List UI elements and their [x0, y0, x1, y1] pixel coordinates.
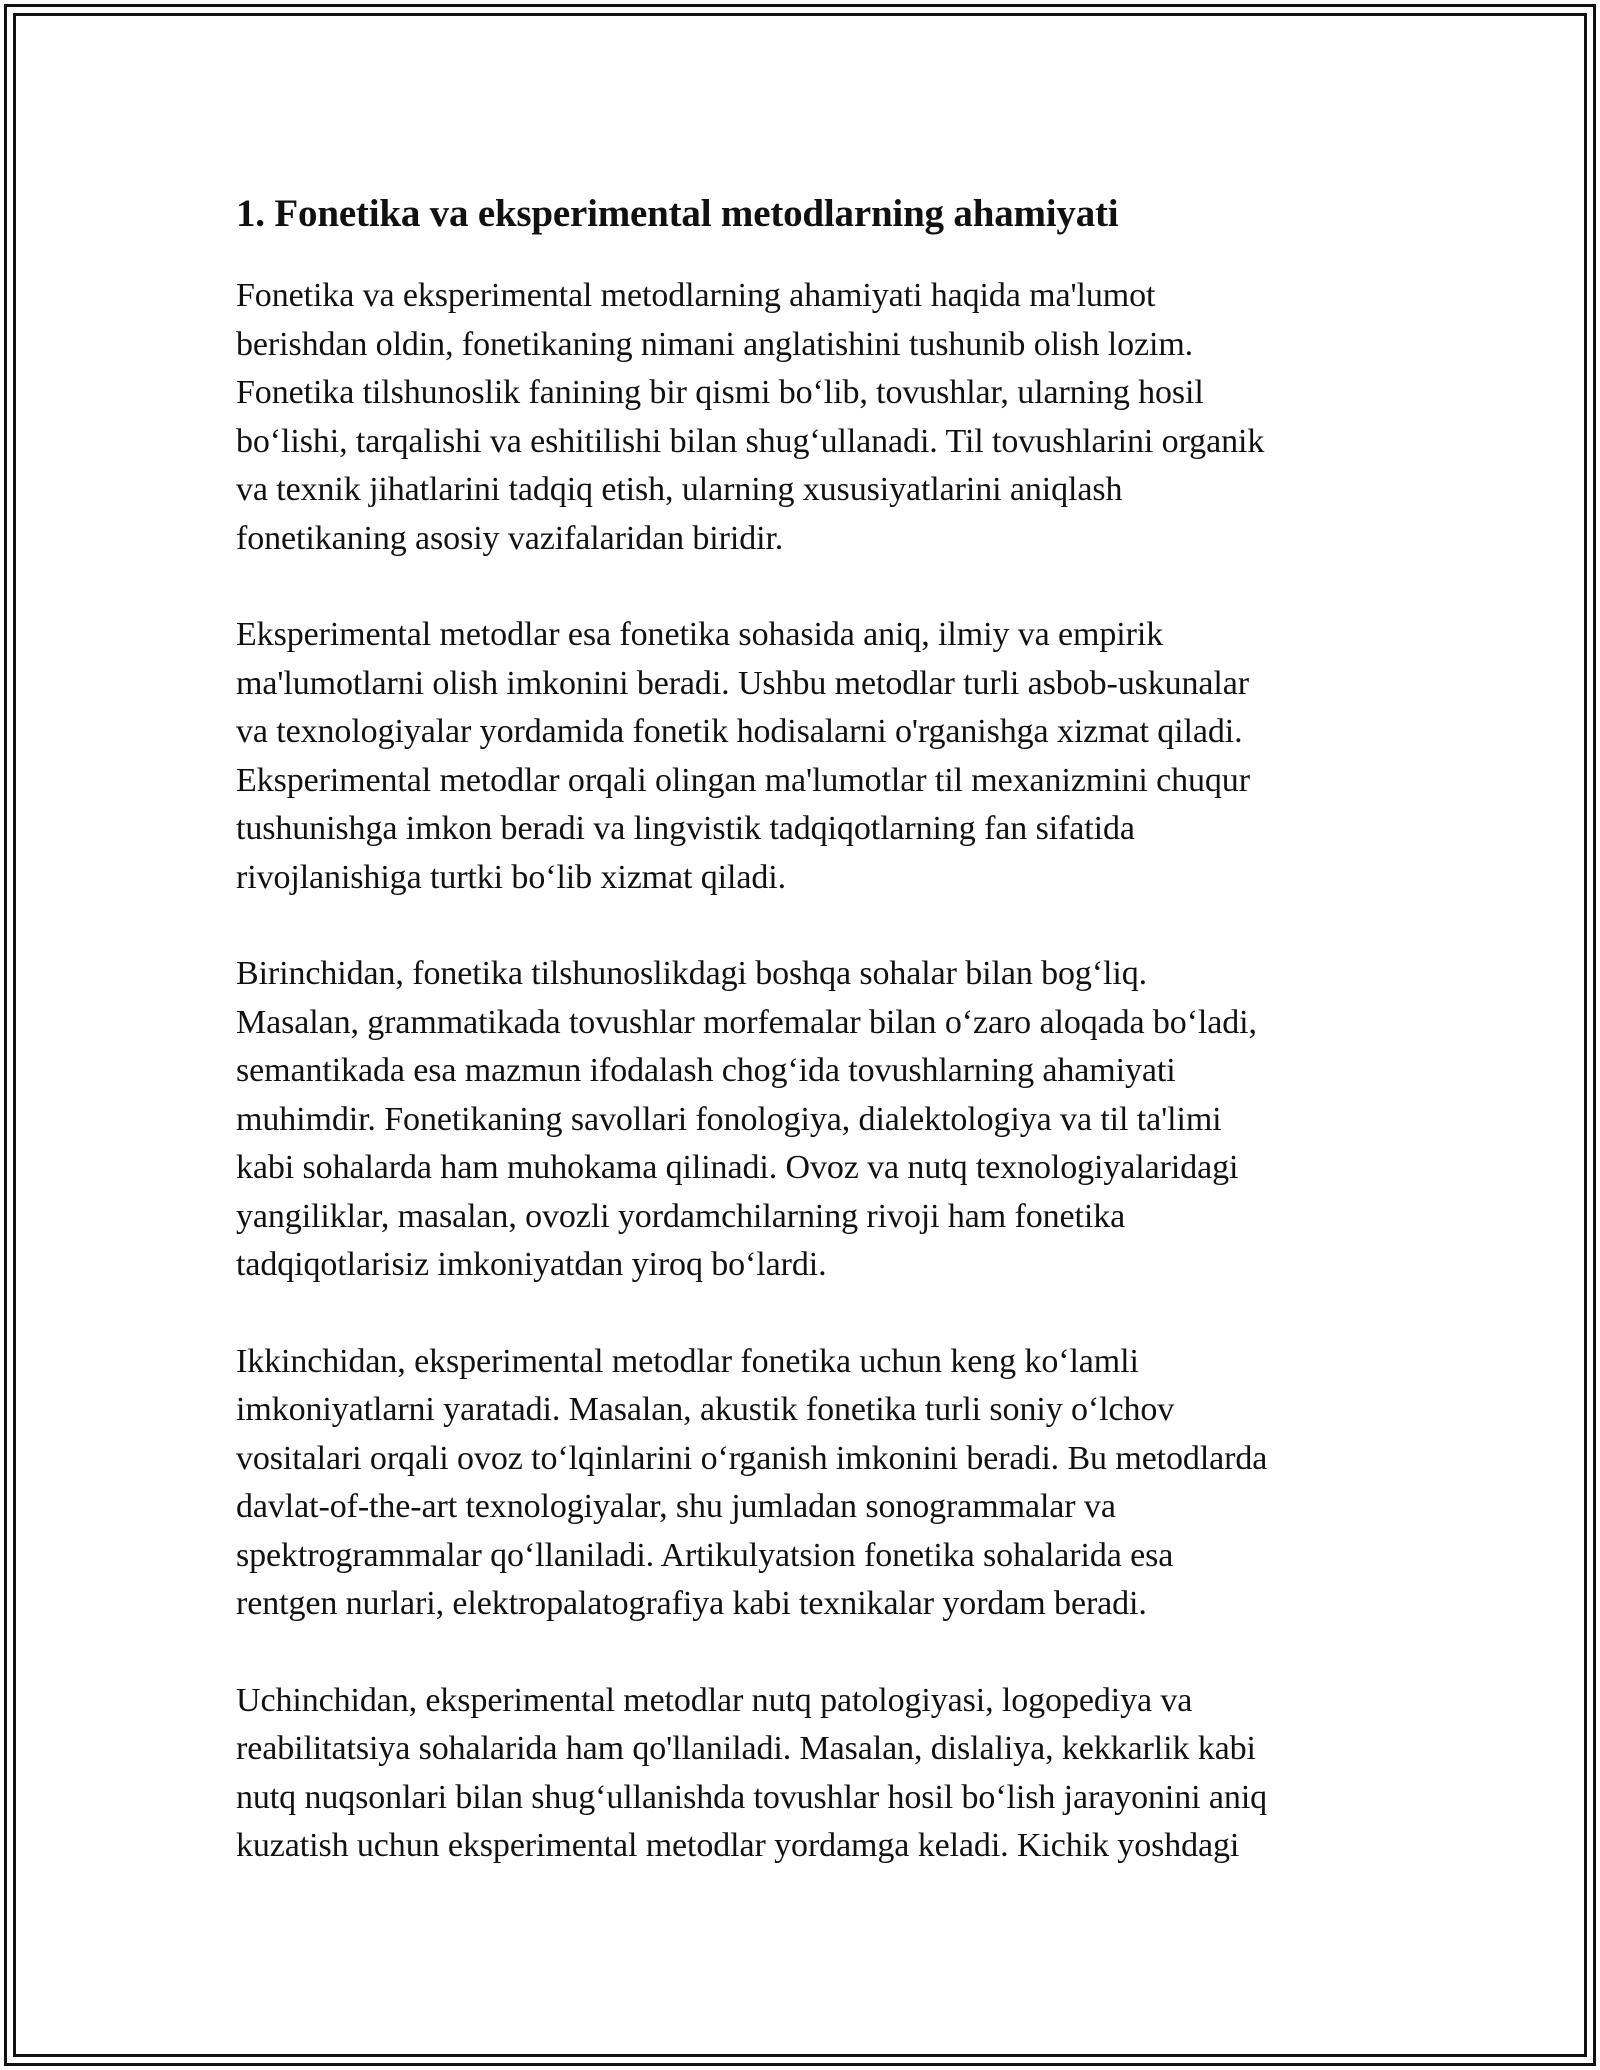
text-line: berishdan oldin, fonetikaning nimani anglatishini tushunib olish lozim. [236, 325, 1194, 363]
paragraph-1 [236, 272, 1366, 563]
paragraph-3 [236, 950, 1366, 1290]
text-line: davlat-of-the-art texnologiyalar, shu jumladan sonogrammalar va [236, 1488, 1116, 1525]
text-line: Uchinchidan, eksperimental metodlar nutq patologiyasi, logopediya va [236, 1681, 1193, 1719]
text-line: ma'lumotlarni olish imkonini beradi. Ushbu metodlar turli asbob-uskunalar [236, 664, 1249, 702]
text-line: Eksperimental metodlar orqali olingan ma'lumotlar til mexanizmini chuqur [236, 761, 1250, 799]
text-line: tushunishga imkon beradi va lingvistik tadqiqotlarning fan sifatida [236, 810, 1135, 847]
text-line: yangiliklar, masalan, ovozli yordamchilarning rivoji ham fonetika [236, 1197, 1126, 1235]
text-line: Ikkinchidan, eksperimental metodlar fonetika uchun keng ko‘lamli [236, 1342, 1139, 1380]
text-line: tadqiqotlarisiz imkoniyatdan yiroq bo‘lardi. [236, 1246, 827, 1283]
text-line: vositalari orqali ovoz to‘lqinlarini o‘rganish imkonini beradi. Bu metodlarda [236, 1439, 1268, 1477]
text-line: Fonetika va eksperimental metodlarning ahamiyati haqida ma'lumot [236, 277, 1156, 314]
text-line: Birinchidan, fonetika tilshunoslikdagi boshqa sohalar bilan bog‘liq. [236, 955, 1148, 992]
text-line: rivojlanishiga turtki bo‘lib xizmat qiladi. [236, 858, 786, 896]
text-line: Masalan, grammatikada tovushlar morfemalar bilan o‘zaro aloqada bo‘ladi, [236, 1003, 1257, 1041]
text-line: kabi sohalarda ham muhokama qilinadi. Ovoz va nutq texnologiyalaridagi [236, 1149, 1239, 1186]
document-content [236, 186, 1366, 1919]
text-line: va texnik jihatlarini tadqiq etish, ularning xususiyatlarini aniqlash [236, 471, 1123, 508]
text-line: nutq nuqsonlari bilan shug‘ullanishda tovushlar hosil bo‘lish jarayonini aniq [236, 1778, 1268, 1816]
text-line: semantikada esa mazmun ifodalash chog‘ida tovushlarning ahamiyati [236, 1052, 1176, 1089]
text-line: spektrogrammalar qo‘llaniladi. Artikulyatsion fonetika sohalarida esa [236, 1536, 1174, 1574]
paragraph-2 [236, 611, 1366, 902]
text-line: Fonetika tilshunoslik fanining bir qismi bo‘lib, tovushlar, ularning hosil [236, 374, 1204, 411]
section-heading: 1. Fonetika va eksperimental metodlarning ahamiyati [236, 192, 1119, 235]
text-line: Eksperimental metodlar esa fonetika sohasida aniq, ilmiy va empirik [236, 616, 1164, 653]
text-line: reabilitatsiya sohalarida ham qo'llaniladi. Masalan, dislaliya, kekkarlik kabi [236, 1730, 1256, 1767]
paragraph-4 [236, 1338, 1366, 1629]
text-line: rentgen nurlari, elektropalatografiya kabi texnikalar yordam beradi. [236, 1585, 1147, 1622]
text-line: imkoniyatlarni yaratadi. Masalan, akustik fonetika turli soniy o‘lchov [236, 1391, 1175, 1428]
text-line: muhimdir. Fonetikaning savollari fonologiya, dialektologiya va til ta'limi [236, 1100, 1222, 1138]
text-line: va texnologiyalar yordamida fonetik hodisalarni o'rganishga xizmat qiladi. [236, 713, 1243, 750]
text-line: kuzatish uchun eksperimental metodlar yordamga keladi. Kichik yoshdagi [236, 1827, 1240, 1864]
paragraph-5 [236, 1677, 1366, 1871]
text-line: bo‘lishi, tarqalishi va eshitilishi bilan shug‘ullanadi. Til tovushlarini organik [236, 422, 1265, 460]
text-line: fonetikaning asosiy vazifalaridan biridir. [236, 519, 784, 557]
